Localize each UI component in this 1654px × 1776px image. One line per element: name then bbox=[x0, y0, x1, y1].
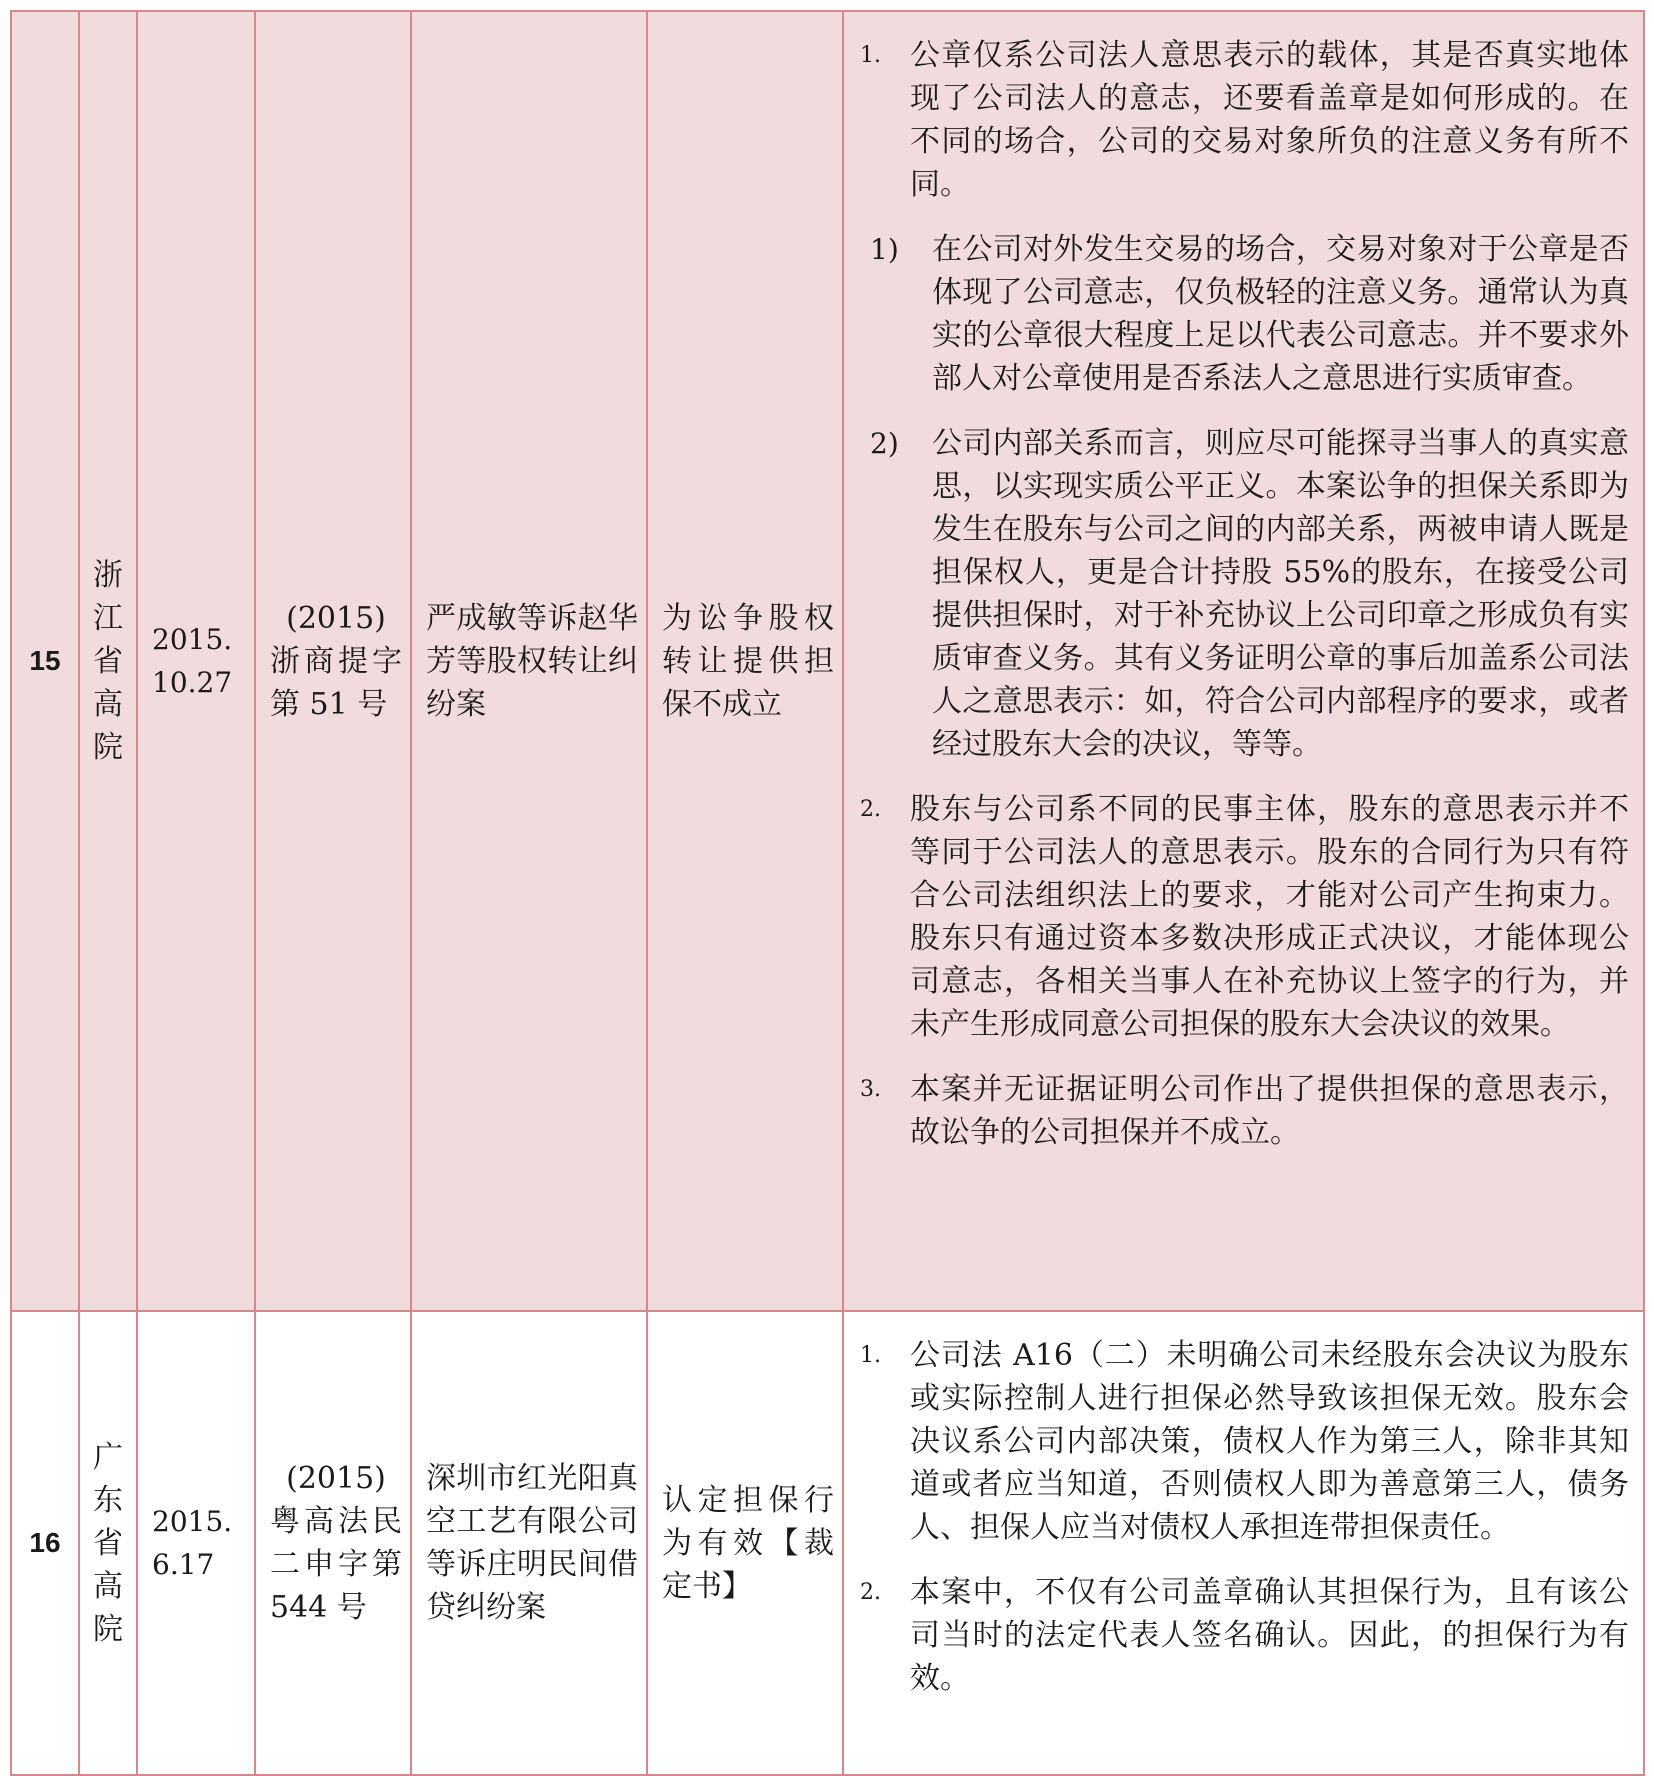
case-number: 16 bbox=[11, 1311, 79, 1775]
reasoning bbox=[843, 11, 1644, 1311]
case-number: 15 bbox=[11, 11, 79, 1311]
holding: 为讼争股权转让提供担保不成立 bbox=[647, 11, 843, 1311]
table-row bbox=[11, 11, 1644, 1311]
docket-year: (2015) bbox=[286, 1461, 386, 1496]
case-name: 严成敏等诉赵华芳等股权转让纠纷案 bbox=[411, 11, 647, 1311]
judgment-date: 2015. 6.17 bbox=[137, 1311, 255, 1775]
court-name: 浙 江 省 高 院 bbox=[93, 557, 123, 765]
list-item: 3. 本案并无证据证明公司作出了提供担保的意思表示，故讼争的公司担保并不成立。 bbox=[860, 1072, 1629, 1150]
table-row bbox=[11, 1311, 1644, 1775]
holding: 认定担保行为有效【裁定书】 bbox=[647, 1311, 843, 1775]
docket-year: (2015) bbox=[286, 600, 386, 636]
docket-no: 粤高法民二申字第 544 号 bbox=[270, 1504, 402, 1625]
judgment-date: 2015. 10.27 bbox=[137, 11, 255, 1311]
docket-number bbox=[255, 11, 411, 1311]
list-item: 2) 公司内部关系而言，则应尽可能探寻当事人的真实意思，以实现实质公平正义。本案讼争的担保关系即为发生在股东与公司之间的内部关系，两被申请人既是担保权人，更是合计持股 55%的股东，在接受公司提供担保时，对于补充协议上公司印章之形成负有实质审查义务。其有义务证明公章的事后加盖系公司法人之意思表示：如，符合公司内部程序的要求，或者经过股东大会的决议，等等。 bbox=[870, 426, 1629, 762]
list-item: 1. 公章仅系公司法人意思表示的载体，其是否真实地体现了公司法人的意志，还要看盖章是如何形成的。在不同的场合，公司的交易对象所负的注意义务有所不同。 bbox=[860, 38, 1629, 202]
court-cell bbox=[79, 11, 137, 1311]
court-cell bbox=[79, 1311, 137, 1775]
list-item: 1. 公司法 A16（二）未明确公司未经股东会决议为股东或实际控制人进行担保必然导致该担保无效。股东会决议系公司内部决策，债权人作为第三人，除非其知道或者应当知道，否则债权人即为善意第三人，债务人、担保人应当对债权人承担连带担保责任。 bbox=[860, 1338, 1629, 1545]
list-item: 2. 股东与公司系不同的民事主体，股东的意思表示并不等同于公司法人的意思表示。股东的合同行为只有符合公司法组织法上的要求，才能对公司产生拘束力。股东只有通过资本多数决形成正式决议，才能体现公司意志，各相关当事人在补充协议上签字的行为，并未产生形成同意公司担保的股东大会决议的效果。 bbox=[860, 792, 1629, 1042]
case-name: 深圳市红光阳真空工艺有限公司等诉庄明民间借贷纠纷案 bbox=[411, 1311, 647, 1775]
list-item: 2. 本案中，不仅有公司盖章确认其担保行为，且有该公司当时的法定代表人签名确认。因此，的担保行为有效。 bbox=[860, 1575, 1629, 1696]
case-table bbox=[10, 10, 1645, 1776]
reasoning bbox=[843, 1311, 1644, 1775]
list-item: 1) 在公司对外发生交易的场合，交易对象对于公章是否体现了公司意志，仅负极轻的注意义务。通常认为真实的公章很大程度上足以代表公司意志。并不要求外部人对公章使用是否系法人之意思进行实质审查。 bbox=[870, 232, 1629, 396]
docket-no: 浙商提字第 51 号 bbox=[270, 643, 402, 722]
court-name: 广 东 省 高 院 bbox=[93, 1439, 123, 1647]
docket-number bbox=[255, 1311, 411, 1775]
